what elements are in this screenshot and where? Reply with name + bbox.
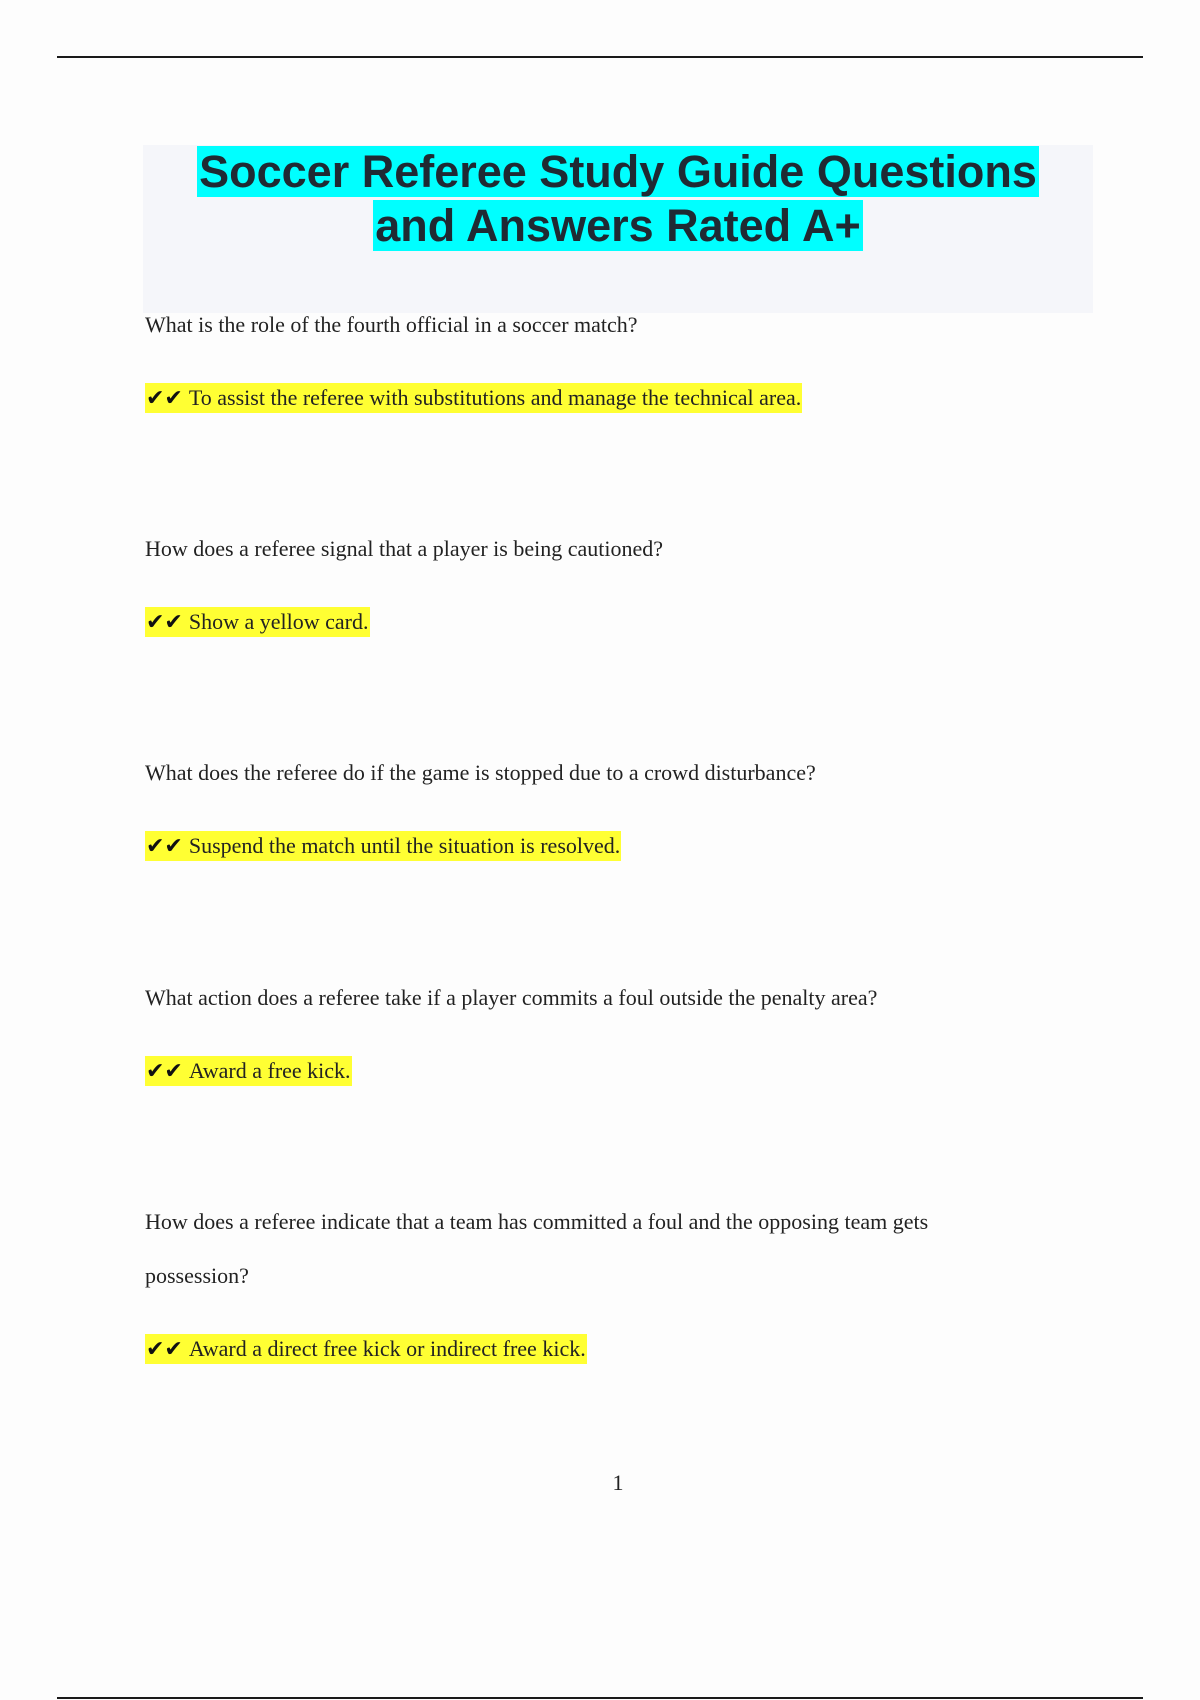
answer-4-text: Award a free kick.: [188, 1058, 351, 1083]
document-title: [143, 145, 1093, 253]
double-check-icon: ✔✔: [146, 386, 183, 411]
question-4: What action does a referee take if a player commits a foul outside the penalty area?: [145, 985, 878, 1010]
top-rule: [57, 56, 1143, 58]
answer-3-highlight: [145, 831, 621, 861]
qa-item-4: [145, 971, 1085, 1084]
answer-4-highlight: [145, 1056, 352, 1086]
question-3: What does the referee do if the game is stopped due to a crowd disturbance?: [145, 760, 816, 785]
question-5-line-2: possession?: [145, 1263, 249, 1288]
double-check-icon: ✔✔: [146, 834, 183, 859]
qa-item-3: [145, 746, 1085, 859]
qa-item-5: [145, 1195, 1085, 1362]
double-check-icon: ✔✔: [146, 610, 183, 635]
double-check-icon: ✔✔: [146, 1059, 183, 1084]
answer-5-text: Award a direct free kick or indirect free kick.: [188, 1336, 586, 1361]
answer-3-text: Suspend the match until the situation is resolved.: [188, 833, 621, 858]
question-1: What is the role of the fourth official in a soccer match?: [145, 312, 638, 337]
question-2: How does a referee signal that a player is being cautioned?: [145, 536, 664, 561]
question-5-line-1: How does a referee indicate that a team has committed a foul and the opposing team gets: [145, 1209, 929, 1234]
answer-1-highlight: [145, 383, 802, 413]
answer-4: [145, 1055, 352, 1088]
title-block: [143, 145, 1093, 313]
qa-item-2: [145, 522, 1085, 635]
answer-5-highlight: [145, 1334, 587, 1364]
answer-5: [145, 1333, 587, 1366]
answer-1: [145, 382, 802, 415]
answer-1-text: To assist the referee with substitutions and manage the technical area.: [188, 385, 802, 410]
page-number: 1: [612, 1470, 624, 1495]
answer-3: [145, 830, 621, 863]
answer-2-text: Show a yellow card.: [188, 609, 369, 634]
bottom-rule: [57, 1697, 1143, 1699]
title-line-1: Soccer Referee Study Guide Questions: [199, 146, 1037, 197]
qa-item-1: [145, 298, 1085, 411]
answer-2-highlight: [145, 607, 370, 637]
title-line-2: and Answers Rated A+: [375, 200, 861, 251]
answer-2: [145, 606, 370, 639]
double-check-icon: ✔✔: [146, 1337, 183, 1362]
